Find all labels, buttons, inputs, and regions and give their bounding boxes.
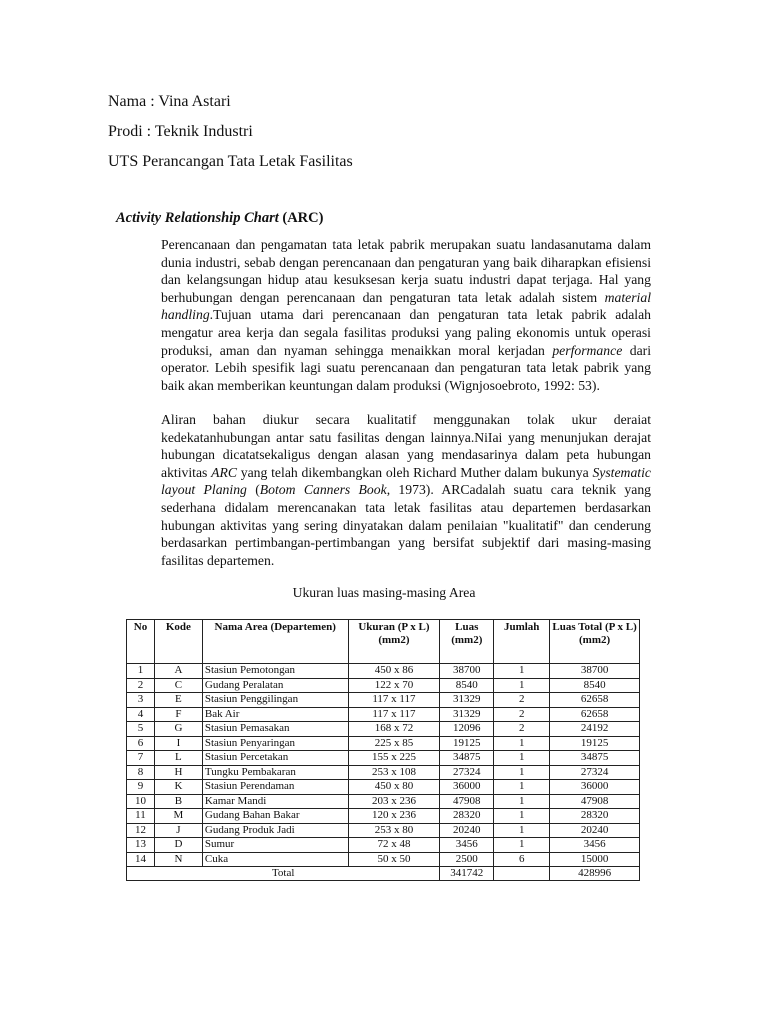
cell-luas: 47908 bbox=[440, 794, 494, 809]
cell-luas: 12096 bbox=[440, 722, 494, 737]
cell-jumlah: 2 bbox=[494, 707, 550, 722]
para2-text-4: , 1973). ARCadalah suatu cara teknik yang sederhana didalam merencanakan tata letak fasilitas atau departemen berdasarkan hubungan aktivitas yang sering dinyatakan dalam penilaian "kualitatif" dan cenderung berdasarkan pertimbangan-pertimbangan yang bersifat subjektif dari masing-masing fasilitas departemen. bbox=[161, 482, 652, 568]
cell-nama-area: Tungku Pembakaran bbox=[202, 765, 348, 780]
cell-luas-total: 62658 bbox=[550, 693, 640, 708]
cell-kode: I bbox=[154, 736, 202, 751]
cell-no: 9 bbox=[127, 780, 155, 795]
cell-luas: 27324 bbox=[440, 765, 494, 780]
cell-nama-area: Gudang Produk Jadi bbox=[202, 823, 348, 838]
para1-italic-2: performance bbox=[552, 342, 623, 358]
table-row bbox=[127, 765, 640, 780]
cell-ukuran: 117 x 117 bbox=[348, 707, 440, 722]
table-row bbox=[127, 852, 640, 867]
cell-kode: H bbox=[154, 765, 202, 780]
header-no: No bbox=[127, 620, 155, 664]
cell-luas: 8540 bbox=[440, 678, 494, 693]
cell-no: 10 bbox=[127, 794, 155, 809]
exam-title: UTS Perancangan Tata Letak Fasilitas bbox=[108, 153, 353, 170]
cell-no: 2 bbox=[127, 678, 155, 693]
cell-no: 5 bbox=[127, 722, 155, 737]
paragraph-1 bbox=[116, 236, 651, 394]
cell-kode: A bbox=[154, 664, 202, 679]
table-row bbox=[127, 838, 640, 853]
area-table bbox=[126, 619, 640, 881]
cell-ukuran: 253 x 80 bbox=[348, 823, 440, 838]
cell-no: 12 bbox=[127, 823, 155, 838]
cell-no: 1 bbox=[127, 664, 155, 679]
cell-luas-total: 15000 bbox=[550, 852, 640, 867]
header-kode: Kode bbox=[154, 620, 202, 664]
cell-no: 7 bbox=[127, 751, 155, 766]
para2-italic-2: Systematic layout Planing bbox=[161, 464, 651, 498]
study-program: Prodi : Teknik Industri bbox=[108, 123, 253, 140]
cell-jumlah: 1 bbox=[494, 765, 550, 780]
cell-kode: L bbox=[154, 751, 202, 766]
cell-kode: G bbox=[154, 722, 202, 737]
table-row bbox=[127, 664, 640, 679]
table-caption: Ukuran luas masing-masing Area bbox=[292, 585, 476, 600]
table-row bbox=[127, 809, 640, 824]
cell-jumlah: 1 bbox=[494, 736, 550, 751]
cell-nama-area: Gudang Bahan Bakar bbox=[202, 809, 348, 824]
cell-nama-area: Bak Air bbox=[202, 707, 348, 722]
cell-luas: 31329 bbox=[440, 693, 494, 708]
cell-luas-total: 36000 bbox=[550, 780, 640, 795]
header-luas: Luas (mm2) bbox=[440, 620, 494, 664]
cell-luas-total: 28320 bbox=[550, 809, 640, 824]
cell-nama-area: Stasiun Pemotongan bbox=[202, 664, 348, 679]
cell-kode: D bbox=[154, 838, 202, 853]
cell-nama-area: Kamar Mandi bbox=[202, 794, 348, 809]
table-row bbox=[127, 693, 640, 708]
para2-italic-1: ARC bbox=[211, 464, 237, 480]
cell-jumlah: 1 bbox=[494, 794, 550, 809]
header-nama-area: Nama Area (Departemen) bbox=[202, 620, 348, 664]
cell-jumlah: 1 bbox=[494, 678, 550, 693]
cell-jumlah: 2 bbox=[494, 722, 550, 737]
header-ukuran: Ukuran (P x L) (mm2) bbox=[348, 620, 440, 664]
cell-no: 3 bbox=[127, 693, 155, 708]
cell-ukuran: 120 x 236 bbox=[348, 809, 440, 824]
cell-luas-total: 19125 bbox=[550, 736, 640, 751]
cell-jumlah: 6 bbox=[494, 852, 550, 867]
cell-ukuran: 155 x 225 bbox=[348, 751, 440, 766]
total-luas-total: 428996 bbox=[550, 867, 640, 881]
cell-luas-total: 24192 bbox=[550, 722, 640, 737]
total-label: Total bbox=[127, 867, 440, 881]
cell-nama-area: Cuka bbox=[202, 852, 348, 867]
cell-kode: K bbox=[154, 780, 202, 795]
cell-luas-total: 8540 bbox=[550, 678, 640, 693]
cell-no: 13 bbox=[127, 838, 155, 853]
para1-text-3: dari operator. Lebih spesifik lagi suatu perencanaan dan pengaturan tata letak pabrik yang baik akan memberikan keuntungan dalam produksi (Wignjosoebroto, 1992: 53). bbox=[161, 342, 652, 393]
cell-no: 6 bbox=[127, 736, 155, 751]
cell-ukuran: 203 x 236 bbox=[348, 794, 440, 809]
paragraph-2 bbox=[116, 411, 651, 569]
cell-nama-area: Gudang Peralatan bbox=[202, 678, 348, 693]
cell-ukuran: 72 x 48 bbox=[348, 838, 440, 853]
cell-nama-area: Sumur bbox=[202, 838, 348, 853]
cell-jumlah: 1 bbox=[494, 780, 550, 795]
cell-luas: 36000 bbox=[440, 780, 494, 795]
header-luas-total: Luas Total (P x L) (mm2) bbox=[550, 620, 640, 664]
cell-kode: M bbox=[154, 809, 202, 824]
cell-jumlah: 2 bbox=[494, 693, 550, 708]
header-jumlah: Jumlah bbox=[494, 620, 550, 664]
cell-ukuran: 450 x 80 bbox=[348, 780, 440, 795]
para2-text-2: yang telah dikembangkan oleh Richard Muther dalam bukunya bbox=[237, 464, 593, 480]
table-body bbox=[127, 664, 640, 867]
section-heading-abbr: (ARC) bbox=[282, 210, 324, 226]
cell-luas: 2500 bbox=[440, 852, 494, 867]
cell-nama-area: Stasiun Pemasakan bbox=[202, 722, 348, 737]
cell-nama-area: Stasiun Perendaman bbox=[202, 780, 348, 795]
cell-jumlah: 1 bbox=[494, 751, 550, 766]
cell-luas: 3456 bbox=[440, 838, 494, 853]
cell-luas-total: 27324 bbox=[550, 765, 640, 780]
cell-luas: 34875 bbox=[440, 751, 494, 766]
student-name: Nama : Vina Astari bbox=[108, 93, 231, 110]
table-row bbox=[127, 794, 640, 809]
cell-luas-total: 34875 bbox=[550, 751, 640, 766]
cell-ukuran: 168 x 72 bbox=[348, 722, 440, 737]
cell-luas: 38700 bbox=[440, 664, 494, 679]
cell-luas-total: 3456 bbox=[550, 838, 640, 853]
cell-no: 8 bbox=[127, 765, 155, 780]
cell-luas: 31329 bbox=[440, 707, 494, 722]
cell-ukuran: 122 x 70 bbox=[348, 678, 440, 693]
cell-luas-total: 38700 bbox=[550, 664, 640, 679]
cell-nama-area: Stasiun Penggilingan bbox=[202, 693, 348, 708]
cell-luas: 28320 bbox=[440, 809, 494, 824]
cell-luas-total: 47908 bbox=[550, 794, 640, 809]
table-row bbox=[127, 780, 640, 795]
cell-kode: J bbox=[154, 823, 202, 838]
cell-no: 14 bbox=[127, 852, 155, 867]
table-row bbox=[127, 678, 640, 693]
table-total-row bbox=[127, 867, 640, 881]
para1-text-2: .Tujuan utama dari perencanaan dan pengaturan tata letak pabrik adalah mengatur area kerja dan segala fasilitas produksi yang paling ekonomis untuk operasi produksi, aman dan nyaman sehingga menaikkan moral kerjadan bbox=[161, 307, 651, 358]
cell-jumlah: 1 bbox=[494, 809, 550, 824]
table-header-row bbox=[127, 620, 640, 664]
cell-jumlah: 1 bbox=[494, 838, 550, 853]
cell-no: 11 bbox=[127, 809, 155, 824]
cell-nama-area: Stasiun Percetakan bbox=[202, 751, 348, 766]
cell-kode: F bbox=[154, 707, 202, 722]
cell-luas: 19125 bbox=[440, 736, 494, 751]
cell-kode: E bbox=[154, 693, 202, 708]
para1-italic-1: material handling bbox=[161, 289, 651, 323]
cell-kode: C bbox=[154, 678, 202, 693]
total-jumlah bbox=[494, 867, 550, 881]
cell-ukuran: 253 x 108 bbox=[348, 765, 440, 780]
table-row bbox=[127, 722, 640, 737]
cell-ukuran: 225 x 85 bbox=[348, 736, 440, 751]
cell-luas: 20240 bbox=[440, 823, 494, 838]
table-row bbox=[127, 823, 640, 838]
cell-ukuran: 450 x 86 bbox=[348, 664, 440, 679]
para2-text-1: Aliran bahan diukur secara kualitatif menggunakan tolak ukur deraiat kedekatanhubungan antar satu fasilitas dengan lainnya.NiIai yang menunjukan derajat hubungan dicatatsekaligus dengan alasan yang mendasarinya dalam peta hubungan aktivitas bbox=[161, 412, 651, 480]
cell-jumlah: 1 bbox=[494, 664, 550, 679]
total-luas: 341742 bbox=[440, 867, 494, 881]
cell-luas-total: 62658 bbox=[550, 707, 640, 722]
para1-text-1: Perencanaan dan pengamatan tata letak pabrik merupakan suatu landasanutama dalam dunia industri, sebab dengan perencanaan dan pengaturan yang baik diharapkan efisiensi dan kelangsungan hidup atau kesuksesan kerja suatu industri dapat terjaga. Hal yang berhubungan dengan perencanaan dan pengaturan tata letak adalah sistem bbox=[161, 237, 651, 305]
cell-jumlah: 1 bbox=[494, 823, 550, 838]
cell-ukuran: 117 x 117 bbox=[348, 693, 440, 708]
cell-luas-total: 20240 bbox=[550, 823, 640, 838]
cell-nama-area: Stasiun Penyaringan bbox=[202, 736, 348, 751]
para2-italic-3: Botom Canners Book bbox=[259, 482, 387, 498]
section-heading-italic: Activity Relationship Chart bbox=[116, 210, 279, 226]
section-heading bbox=[116, 210, 323, 227]
table-row bbox=[127, 751, 640, 766]
cell-no: 4 bbox=[127, 707, 155, 722]
table-row bbox=[127, 736, 640, 751]
cell-kode: N bbox=[154, 852, 202, 867]
cell-ukuran: 50 x 50 bbox=[348, 852, 440, 867]
cell-kode: B bbox=[154, 794, 202, 809]
para2-text-3: ( bbox=[246, 482, 260, 498]
table-row bbox=[127, 707, 640, 722]
